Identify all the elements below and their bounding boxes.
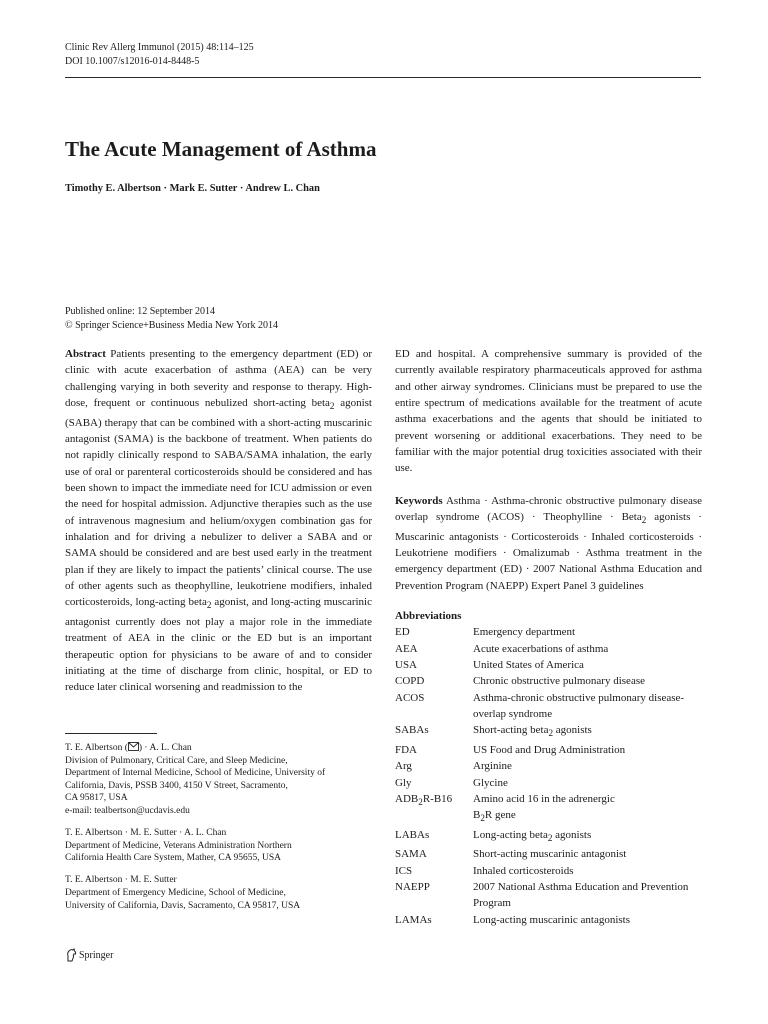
abbr-def: Asthma-chronic obstructive pulmonary disease-overlap syndrome [473, 691, 685, 721]
abbr-term: AEA [395, 642, 418, 655]
subscript: 2 [480, 813, 485, 824]
abbr-term-part: R-B16 [422, 792, 453, 805]
left-column [65, 346, 372, 696]
author-list: Timothy E. Albertson · Mark E. Sutter · Andrew L. Chan [65, 183, 320, 194]
subscript: 2 [329, 401, 335, 412]
footnote-rule [65, 733, 157, 734]
abbr-def: Emergency department [473, 626, 576, 639]
abbr-term: LAMAs [395, 913, 432, 926]
copyright: © Springer Science+Business Media New York 2014 [65, 319, 278, 331]
header-rule [65, 77, 701, 78]
affiliation-line: Department of Medicine, Veterans Administration Northern [65, 840, 292, 851]
table-row [395, 742, 702, 758]
table-row [395, 657, 702, 673]
subscript: 2 [206, 600, 212, 611]
abbr-def: 2007 National Asthma Education and Prevention Program [473, 881, 689, 910]
abstract-text-1: Patients presenting to the emergency department (ED) or clinic with acute exacerbation of asthma (AEA) can be very challenging varying in both severity and response to therapy. High-dose, frequent or continuous nebulized short-acting beta [65, 348, 372, 410]
affiliation-names [65, 742, 375, 755]
table-row [395, 722, 702, 742]
abbr-term: LABAs [395, 828, 430, 841]
author-email[interactable]: e-mail: tealbertson@ucdavis.edu [65, 805, 190, 816]
abbr-def: Inhaled corticosteroids [473, 864, 574, 877]
article-title: The Acute Management of Asthma [65, 137, 377, 161]
subscript: 2 [641, 515, 647, 526]
journal-citation: Clinic Rev Allerg Immunol (2015) 48:114–125 [65, 42, 254, 53]
abbr-term: FDA [395, 743, 418, 756]
abbr-def: Arginine [473, 760, 512, 773]
abbr-def-part: Long-acting beta [473, 828, 548, 841]
abbr-term: NAEPP [395, 881, 430, 894]
abstract-continued: ED and hospital. A comprehensive summary is provided of the currently available respiratory pharmaceuticals approved for asthma and other airway syndromes. Clinicians must be prepared to use the entire spectrum of medications available for the treatment of acute asthma exacerbations and the agents that should be initiated to prevent worsening or additional exacerbations. They need to be familiar with the major potential drug toxicities associated with their use. [395, 348, 702, 475]
table-row [395, 758, 702, 774]
table-row [395, 863, 702, 879]
table-row [395, 879, 702, 912]
table-row [395, 912, 702, 928]
affiliation-3 [65, 874, 375, 912]
abbr-def [473, 722, 702, 742]
affiliation-1 [65, 742, 375, 818]
keywords-label: Keywords [395, 494, 443, 507]
affiliation-names: T. E. Albertson · M. E. Sutter · A. L. Chan [65, 828, 227, 839]
affiliation-names-part: T. E. Albertson ( [65, 743, 128, 753]
affiliation-line: California Health Care System, Mather, CA 95655, USA [65, 853, 281, 864]
springer-horse-icon [65, 948, 77, 962]
doi[interactable]: DOI 10.1007/s12016-014-8448-5 [65, 56, 200, 67]
keywords-text-1: Asthma · Asthma-chronic obstructive pulmonary disease overlap syndrome (ACOS) · Theophylline · Beta [395, 494, 702, 524]
abbr-def-line [473, 807, 702, 827]
abbreviations-title: Abbreviations [395, 610, 462, 622]
table-row [395, 690, 702, 723]
abbr-def: Short-acting muscarinic antagonist [473, 848, 627, 861]
affiliation-line: University of California, Davis, Sacramento, CA 95817, USA [65, 900, 301, 911]
abbr-def-part: Short-acting beta [473, 724, 549, 737]
table-row [395, 624, 702, 640]
published-date: Published online: 12 September 2014 [65, 306, 215, 317]
table-row [395, 846, 702, 862]
abbreviations-table [395, 624, 702, 928]
abbr-def: Glycine [473, 776, 508, 789]
abbr-term: Gly [395, 776, 412, 789]
abbr-def-part: agonists [552, 828, 592, 841]
right-column [395, 346, 702, 928]
abbr-term: ACOS [395, 691, 425, 704]
abbr-def: United States of America [473, 659, 584, 672]
abbr-term: SABAs [395, 724, 429, 737]
abstract-label: Abstract [65, 348, 106, 360]
abbr-term: USA [395, 659, 418, 672]
journal-header [65, 41, 254, 69]
abbr-def: Chronic obstructive pulmonary disease [473, 675, 645, 688]
subscript: 2 [418, 797, 423, 808]
affiliation-line: CA 95817, USA [65, 793, 128, 804]
abbr-def: Long-acting muscarinic antagonists [473, 913, 631, 926]
abbr-term: Arg [395, 760, 412, 773]
affiliation-line: Department of Internal Medicine, School of Medicine, University of [65, 768, 326, 779]
abbr-def-part: B [473, 809, 481, 822]
publication-info [65, 305, 278, 332]
abbr-term: ED [395, 626, 410, 639]
abbr-term-part: ADB [395, 792, 419, 805]
table-row [395, 791, 702, 827]
abbr-def [473, 827, 702, 847]
publisher-name: Springer [79, 949, 114, 961]
affiliation-2 [65, 827, 375, 865]
affiliation-line: California, Davis, PSSB 3400, 4150 V Street, Sacramento, [65, 780, 288, 791]
affiliations [65, 742, 375, 922]
envelope-icon[interactable] [128, 742, 139, 751]
affiliation-names-part: ) · A. L. Chan [138, 743, 192, 753]
table-row [395, 641, 702, 657]
subscript: 2 [548, 728, 554, 739]
abbr-term [395, 791, 473, 827]
abbr-def-part: agonists [553, 724, 592, 737]
affiliation-line: Department of Emergency Medicine, School of Medicine, [65, 887, 286, 898]
abbr-def-line: Amino acid 16 in the adrenergic [473, 792, 615, 805]
abbr-term: COPD [395, 675, 425, 688]
keywords [395, 493, 702, 594]
abbr-def-part: R gene [484, 809, 516, 822]
publisher-footer [65, 948, 113, 962]
table-row [395, 673, 702, 689]
abbr-def [473, 791, 702, 827]
abstract [65, 346, 372, 696]
affiliation-line: Division of Pulmonary, Critical Care, and Sleep Medicine, [65, 755, 288, 766]
subscript: 2 [547, 833, 553, 844]
abstract-text-3: agonist, and long-acting muscarinic antagonist currently does not play a major role in the immediate treatment of AEA in the clinic or the ED but is an important therapeutic option for physicians to be aware of and to consider initiating at the time of discharge from clinic, hospital, or ED to reduce later clinical worsening and readmission to the [65, 596, 372, 694]
abbr-def: US Food and Drug Administration [473, 743, 626, 756]
abbr-term: ICS [395, 864, 413, 877]
abbr-def: Acute exacerbations of asthma [473, 642, 609, 655]
keywords-text-2: agonists · Muscarinic antagonists · Corticosteroids · Inhaled corticosteroids · Leukotriene modifiers · Omalizumab · Asthma treatment in the emergency department (ED) · 2007 National Asthma Education and Prevention Program (NAEPP) Expert Panel 3 guidelines [395, 511, 702, 592]
abbr-term: SAMA [395, 848, 427, 861]
table-row [395, 827, 702, 847]
table-row [395, 775, 702, 791]
affiliation-names: T. E. Albertson · M. E. Sutter [65, 875, 177, 886]
abstract-text-2: agonist (SABA) therapy that can be combined with a short-acting muscarinic antagonist (SAMA) is the backbone of treatment. When patients do not rapidly clinically respond to SABA/SAMA inhalation, the early use of oral or parenteral corticosteroids should be considered and has been shown to impact the immediate need for ICU admission or even the need for hospital admission. Adjunctive therapies such as the use of intravenous magnesium and helium/oxygen combination gas for inhalation and for driving a nebulizer to deliver a SABA and or SAMA should be considered and are best used early in the treatment plan if they are likely to impact the patients’ clinical course. The use of other agents such as theophylline, leukotriene modifiers, inhaled corticosteroids, long-acting beta [65, 397, 372, 609]
